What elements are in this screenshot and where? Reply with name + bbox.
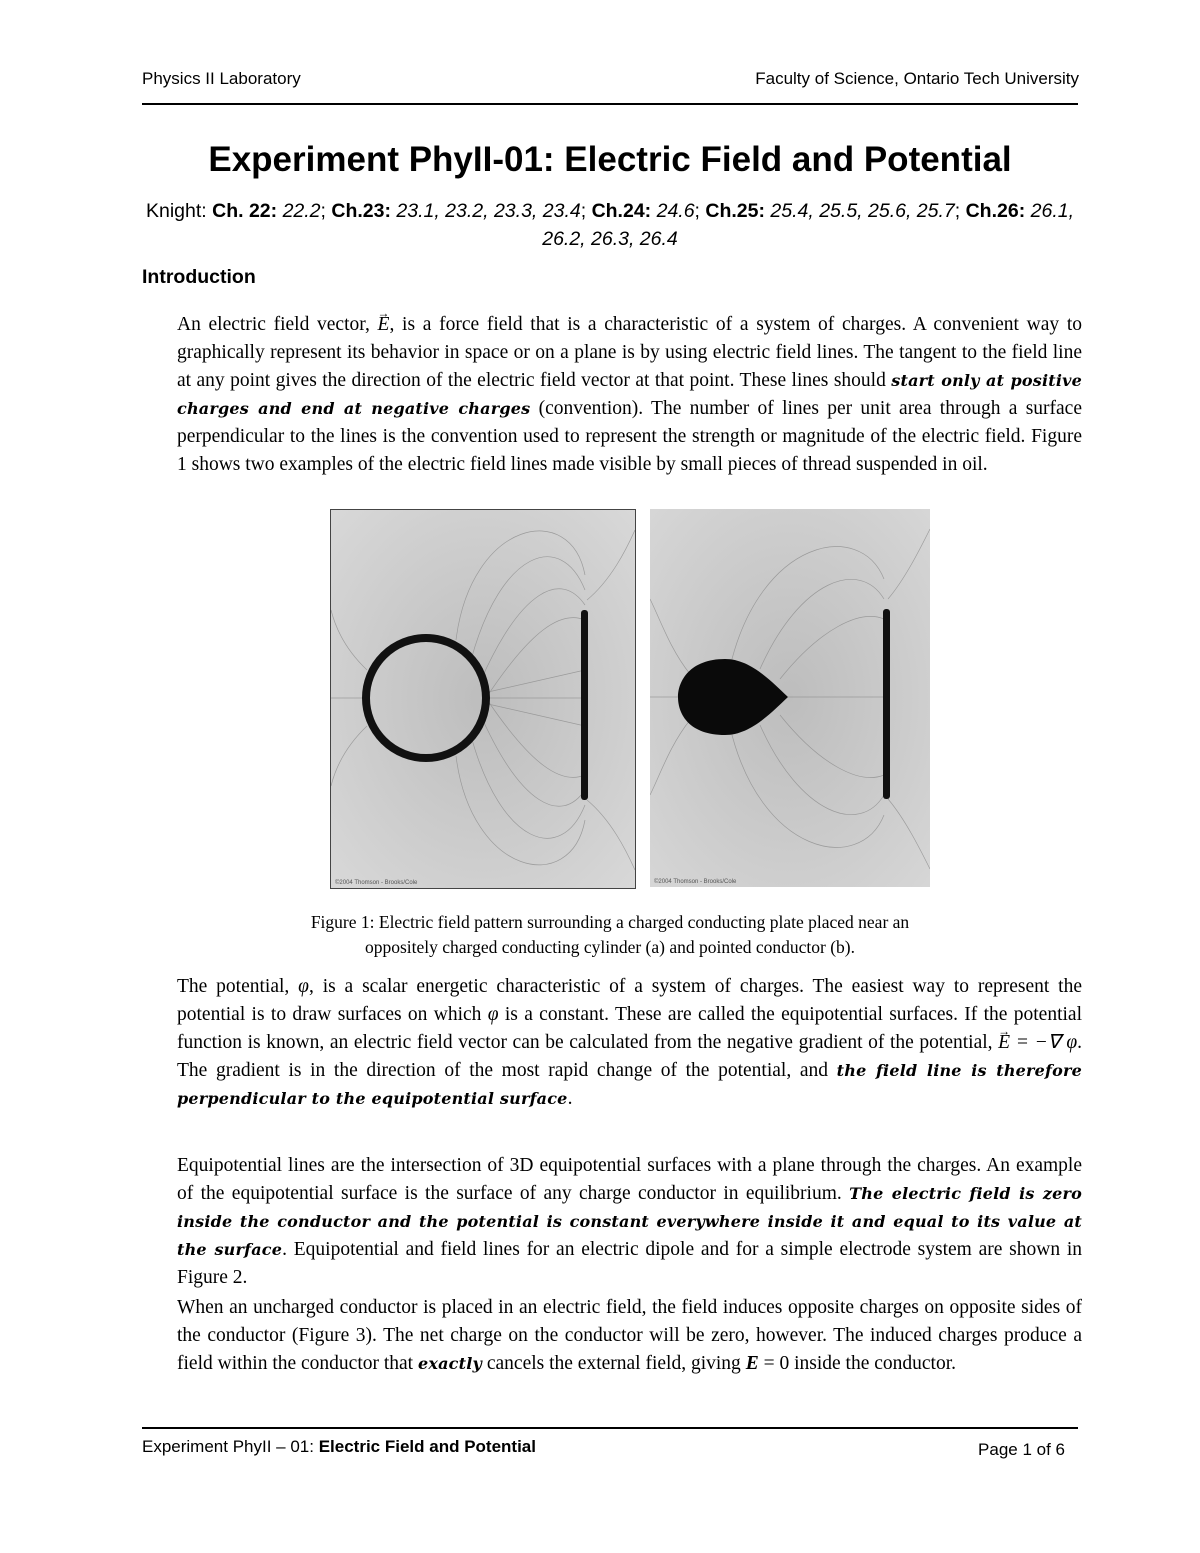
header-right: Faculty of Science, Ontario Tech University — [755, 69, 1079, 88]
footer-left-bold: Electric Field and Potential — [318, 1437, 536, 1456]
gradient-formula-e: → E — [998, 1029, 1010, 1057]
ch23-label: Ch.23: — [331, 200, 391, 222]
ch24-refs: 24.6 — [656, 200, 695, 222]
textbook-references: Knight: Ch. 22: 22.2; Ch.23: 23.1, 23.2, 23.3, 23.4; Ch.24: 24.6; Ch.25: 25.4, 25.5, 25.6, 25.7; Ch.26: 26.1, 26.2, 26.3, 26.4 — [145, 200, 1074, 250]
figure-1-caption-line-1: Figure 1: Electric field pattern surrounding a charged conducting plate placed near an — [310, 912, 910, 932]
conductor-paragraph — [177, 1294, 1082, 1378]
figure-1b-credit: ©2004 Thomson - Brooks/Cole — [654, 879, 737, 885]
e-vector-symbol: → E — [378, 311, 390, 339]
page-number: Page 1 of 6 — [978, 1440, 1065, 1459]
para1-text-c: (convention). The number of lines per unit area through a surface perpendicular to the lines is the convention used to represent the strength or magnitude of the electric field. Figure 1 shows two examples of the electric field lines made visible by small pieces of thread suspended in oil. — [177, 398, 1082, 475]
footer-left — [142, 1437, 536, 1457]
section-heading-introduction: Introduction — [142, 266, 256, 288]
para4-text-c: inside the conductor. — [789, 1353, 957, 1374]
para2-text-c: is a constant. These are called the equipotential surfaces. If the potential function is known, an electric field vector can be calculated from the negative gradient of the potential, — [177, 1004, 1082, 1053]
para1-text-b: , is a force field that is a characteristic of a system of charges. A convenient way to graphically represent its behavior in space or on a plane is by using electric field lines. The tangent to the field line at any point gives the direction of the electric field vector at that point. These lines should — [177, 314, 1082, 391]
figure-1-caption — [142, 910, 1078, 960]
para1-emphasis: start only at positive charges and end at negative charges — [177, 371, 1082, 418]
ch22-label: Ch. 22: — [212, 200, 278, 222]
para1-text-a: An electric field vector, — [177, 314, 378, 335]
ch22-refs: 22.2 — [282, 200, 321, 222]
para2-text-e: . — [567, 1088, 573, 1109]
ch26-label: Ch.26: — [965, 200, 1026, 222]
footer-rule — [142, 1427, 1078, 1429]
phi-symbol: φ — [298, 976, 309, 997]
gradient-formula-rest: = −∇ φ — [1010, 1032, 1078, 1053]
ch24-label: Ch.24: — [591, 200, 652, 222]
e-equals-zero: = 0 — [758, 1353, 790, 1374]
header-left: Physics II Laboratory — [142, 69, 301, 88]
para3-emphasis: The electric field is zero inside the conductor and the potential is constant everywhere inside it and equal to its value at the surface — [177, 1184, 1082, 1259]
ch23-refs: 23.1, 23.2, 23.3, 23.4 — [396, 200, 581, 222]
para2-text-a: The potential, — [177, 976, 299, 997]
para2-text-d: . The gradient is in the direction of the most rapid change of the potential, and — [177, 1032, 1082, 1081]
knight-prefix: Knight: — [145, 200, 213, 222]
figure-1a-field-lines — [331, 510, 635, 888]
footer-left-prefix: Experiment PhyII – 01: — [142, 1437, 319, 1456]
header-rule — [142, 103, 1078, 105]
intro-paragraph-1 — [177, 311, 1082, 479]
page-title: Experiment PhyII-01: Electric Field and Potential — [208, 140, 1012, 179]
figure-1a-credit: ©2004 Thomson - Brooks/Cole — [335, 880, 418, 886]
para4-emphasis: exactly — [417, 1354, 482, 1373]
figure-1a-cylinder-photo — [330, 509, 636, 889]
figure-1b-field-lines — [650, 509, 930, 887]
para2-emphasis: the field line is therefore perpendicular to the equipotential surface — [177, 1061, 1083, 1108]
ch25-refs: 25.4, 25.5, 25.6, 25.7 — [770, 200, 955, 222]
para3-text-a: Equipotential lines are the intersection of 3D equipotential surfaces with a plane through the charges. An example of the equipotential surface is the surface of any charge conductor in equilibrium. — [177, 1155, 1082, 1204]
para4-text-a: When an uncharged conductor is placed in an electric field, the field induces opposite charges on opposite sides of the conductor (Figure 3). The net charge on the conductor will be zero, however. The induced charges produce a field within the conductor that — [177, 1297, 1082, 1374]
potential-paragraph — [177, 973, 1082, 1113]
e-symbol: E — [745, 1353, 759, 1374]
figure-1b-pointed-conductor-photo — [650, 509, 930, 887]
figure-1-caption-line-2: oppositely charged conducting cylinder (a) and pointed conductor (b). — [364, 937, 855, 957]
phi-symbol-2: φ — [487, 1004, 499, 1025]
para2-text-b: , is a scalar energetic characteristic of a system of charges. The easiest way to represent the potential is to draw surfaces on which — [177, 976, 1082, 1025]
ch25-label: Ch.25: — [705, 200, 765, 222]
equipotential-paragraph — [177, 1152, 1082, 1292]
para4-text-b: cancels the external field, giving — [481, 1353, 746, 1374]
ch26-refs: 26.1, 26.2, 26.3, 26.4 — [542, 200, 1074, 250]
para3-text-b: . Equipotential and field lines for an electric dipole and for a simple electrode system are shown in Figure 2. — [177, 1239, 1082, 1288]
